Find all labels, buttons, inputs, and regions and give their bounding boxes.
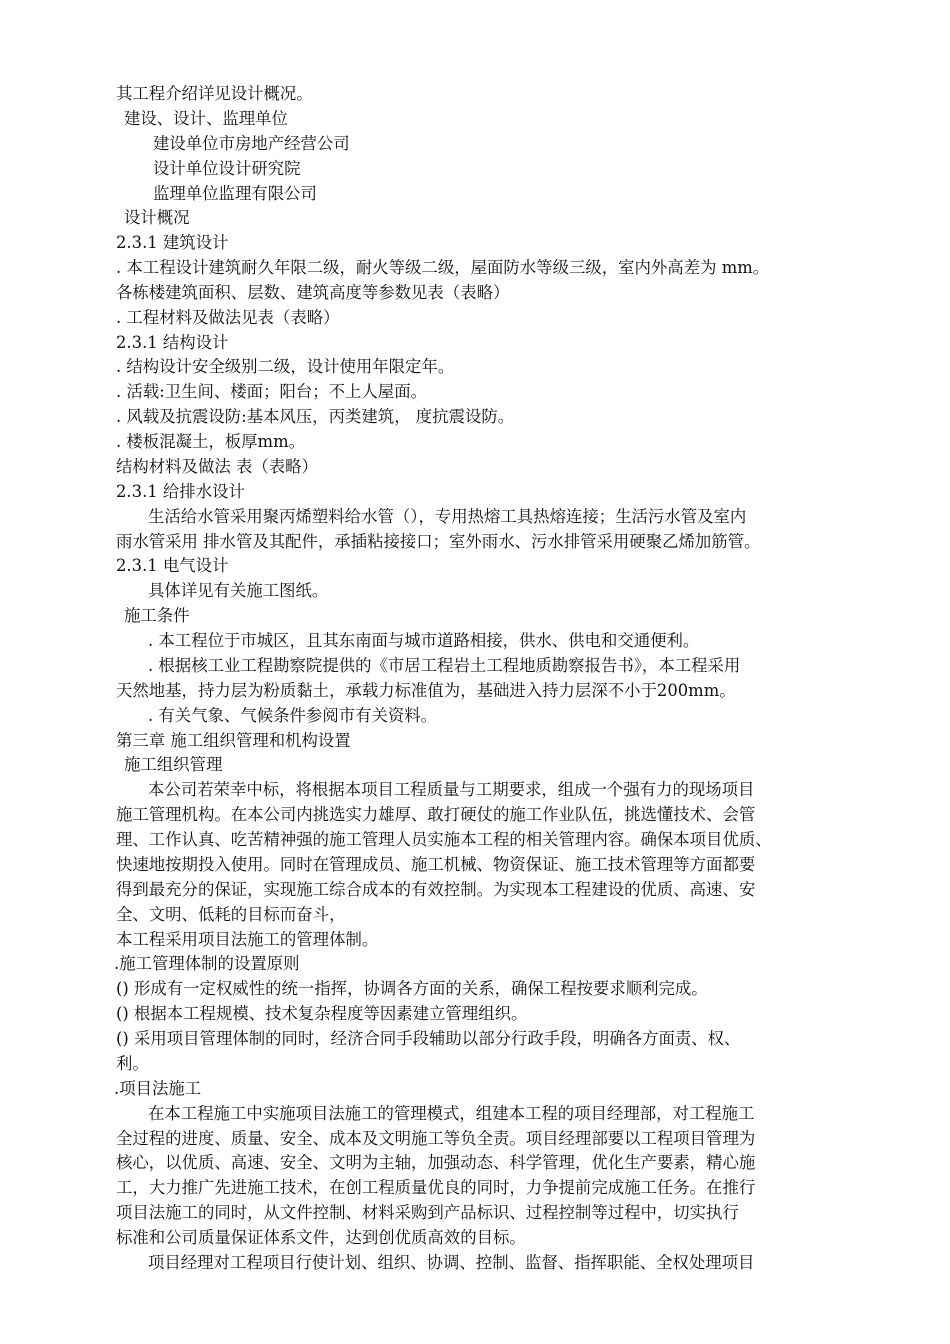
- text-line: 建设单位市房地产经营公司: [153, 134, 350, 153]
- list-item: () 根据本工程规模、技术复杂程度等因素建立管理组织。: [116, 1004, 528, 1023]
- text-line: 结构材料及做法 表（表略）: [116, 457, 318, 476]
- section-heading: 施工组织管理: [124, 755, 223, 774]
- text-line: 具体详见有关施工图纸。: [148, 581, 329, 600]
- text-line: 得到最充分的保证，实现施工综合成本的有效控制。为实现本工程建设的优质、高速、安: [116, 880, 756, 899]
- section-heading: 建设、设计、监理单位: [124, 109, 288, 128]
- subsection-heading: 2.3.1 建筑设计: [116, 233, 229, 252]
- text-line: 快速地按期投入使用。同时在管理成员、施工机械、物资保证、施工技术管理等方面都要: [116, 855, 756, 874]
- text-line: 各栋楼建筑面积、层数、建筑高度等参数见表（表略）: [116, 283, 510, 302]
- list-item: () 采用项目管理体制的同时，经济合同手段辅助以部分行政手段，明确各方面责、权、: [116, 1029, 741, 1048]
- text-line: 设计单位设计研究院: [153, 159, 301, 178]
- text-line: . 本工程位于市城区，且其东南面与城市道路相接，供水、供电和交通便利。: [148, 631, 700, 650]
- text-line: 工，大力推广先进施工技术，在创工程质量优良的同时，力争提前完成施工任务。在推行: [116, 1178, 756, 1197]
- text-line: 雨水管采用 排水管及其配件，承插粘接接口；室外雨水、污水排管采用硬聚乙烯加筋管。: [116, 532, 761, 551]
- text-line: . 活载:卫生间、楼面；阳台；不上人屋面。: [116, 382, 427, 401]
- text-line: . 楼板混凝土，板厚mm。: [116, 432, 306, 451]
- list-item: () 形成有一定权威性的统一指挥，协调各方面的关系，确保工程按要求顺利完成。: [116, 979, 708, 998]
- text-line: . 风载及抗震设防:基本风压，丙类建筑， 度抗震设防。: [116, 407, 515, 426]
- text-line: 项目经理对工程项目行使计划、组织、协调、控制、监督、指挥职能、全权处理项目: [148, 1253, 755, 1272]
- section-heading: 施工条件: [124, 606, 190, 625]
- text-line: 生活给水管采用聚丙烯塑料给水管（），专用热熔工具热熔连接；生活污水管及室内: [148, 507, 747, 526]
- subsection-heading: 2.3.1 结构设计: [116, 333, 229, 352]
- text-line: 本公司若荣幸中标，将根据本项目工程质量与工期要求，组成一个强有力的现场项目: [148, 780, 755, 799]
- text-line: 监理单位监理有限公司: [153, 184, 317, 203]
- subsection-heading: 2.3.1 电气设计: [116, 556, 229, 575]
- text-line: 施工管理机构。在本公司内挑选实力雄厚、敢打硬仗的施工作业队伍，挑选懂技术、会管: [116, 805, 756, 824]
- text-line: 全过程的进度、质量、安全、成本及文明施工等负全责。项目经理部要以工程项目管理为: [116, 1129, 756, 1148]
- text-line: 标准和公司质量保证体系文件，达到创优质高效的目标。: [116, 1228, 526, 1247]
- chapter-heading: 第三章 施工组织管理和机构设置: [116, 731, 351, 750]
- subsection-heading: 2.3.1 给排水设计: [116, 482, 245, 501]
- text-line: 在本工程施工中实施项目法施工的管理模式，组建本工程的项目经理部，对工程施工: [148, 1104, 755, 1123]
- text-line: 理、工作认真、吃苦精神强的施工管理人员实施本工程的相关管理内容。确保本项目优质、: [116, 830, 772, 849]
- text-line: 项目法施工的同时，从文件控制、材料采购到产品标识、过程控制等过程中，切实执行: [116, 1203, 739, 1222]
- subsection-heading: .施工管理体制的设置原则: [114, 954, 300, 973]
- text-line: 利。: [116, 1054, 149, 1073]
- text-line: 全、文明、低耗的目标而奋斗，: [116, 905, 346, 924]
- text-line: . 结构设计安全级别二级，设计使用年限定年。: [116, 357, 455, 376]
- text-line: 天然地基，持力层为粉质黏土，承载力标准值为，基础进入持力层深不小于200mm。: [116, 681, 736, 700]
- text-line: . 有关气象、气候条件参阅市有关资料。: [148, 706, 438, 725]
- section-heading: 设计概况: [124, 208, 190, 227]
- text-line: . 工程材料及做法见表（表略）: [116, 308, 340, 327]
- text-line: . 根据核工业工程勘察院提供的《市居工程岩土工程地质勘察报告书》，本工程采用: [148, 656, 741, 675]
- text-line: 其工程介绍详见设计概况。: [116, 84, 313, 103]
- subsection-heading: .项目法施工: [114, 1079, 202, 1098]
- text-line: 核心，以优质、高速、安全、文明为主轴，加强动态、科学管理，优化生产要素，精心施: [116, 1153, 756, 1172]
- text-line: . 本工程设计建筑耐久年限二级，耐火等级二级，屋面防水等级三级，室内外高差为 mm。: [116, 258, 770, 277]
- text-line: 本工程采用项目法施工的管理体制。: [116, 930, 379, 949]
